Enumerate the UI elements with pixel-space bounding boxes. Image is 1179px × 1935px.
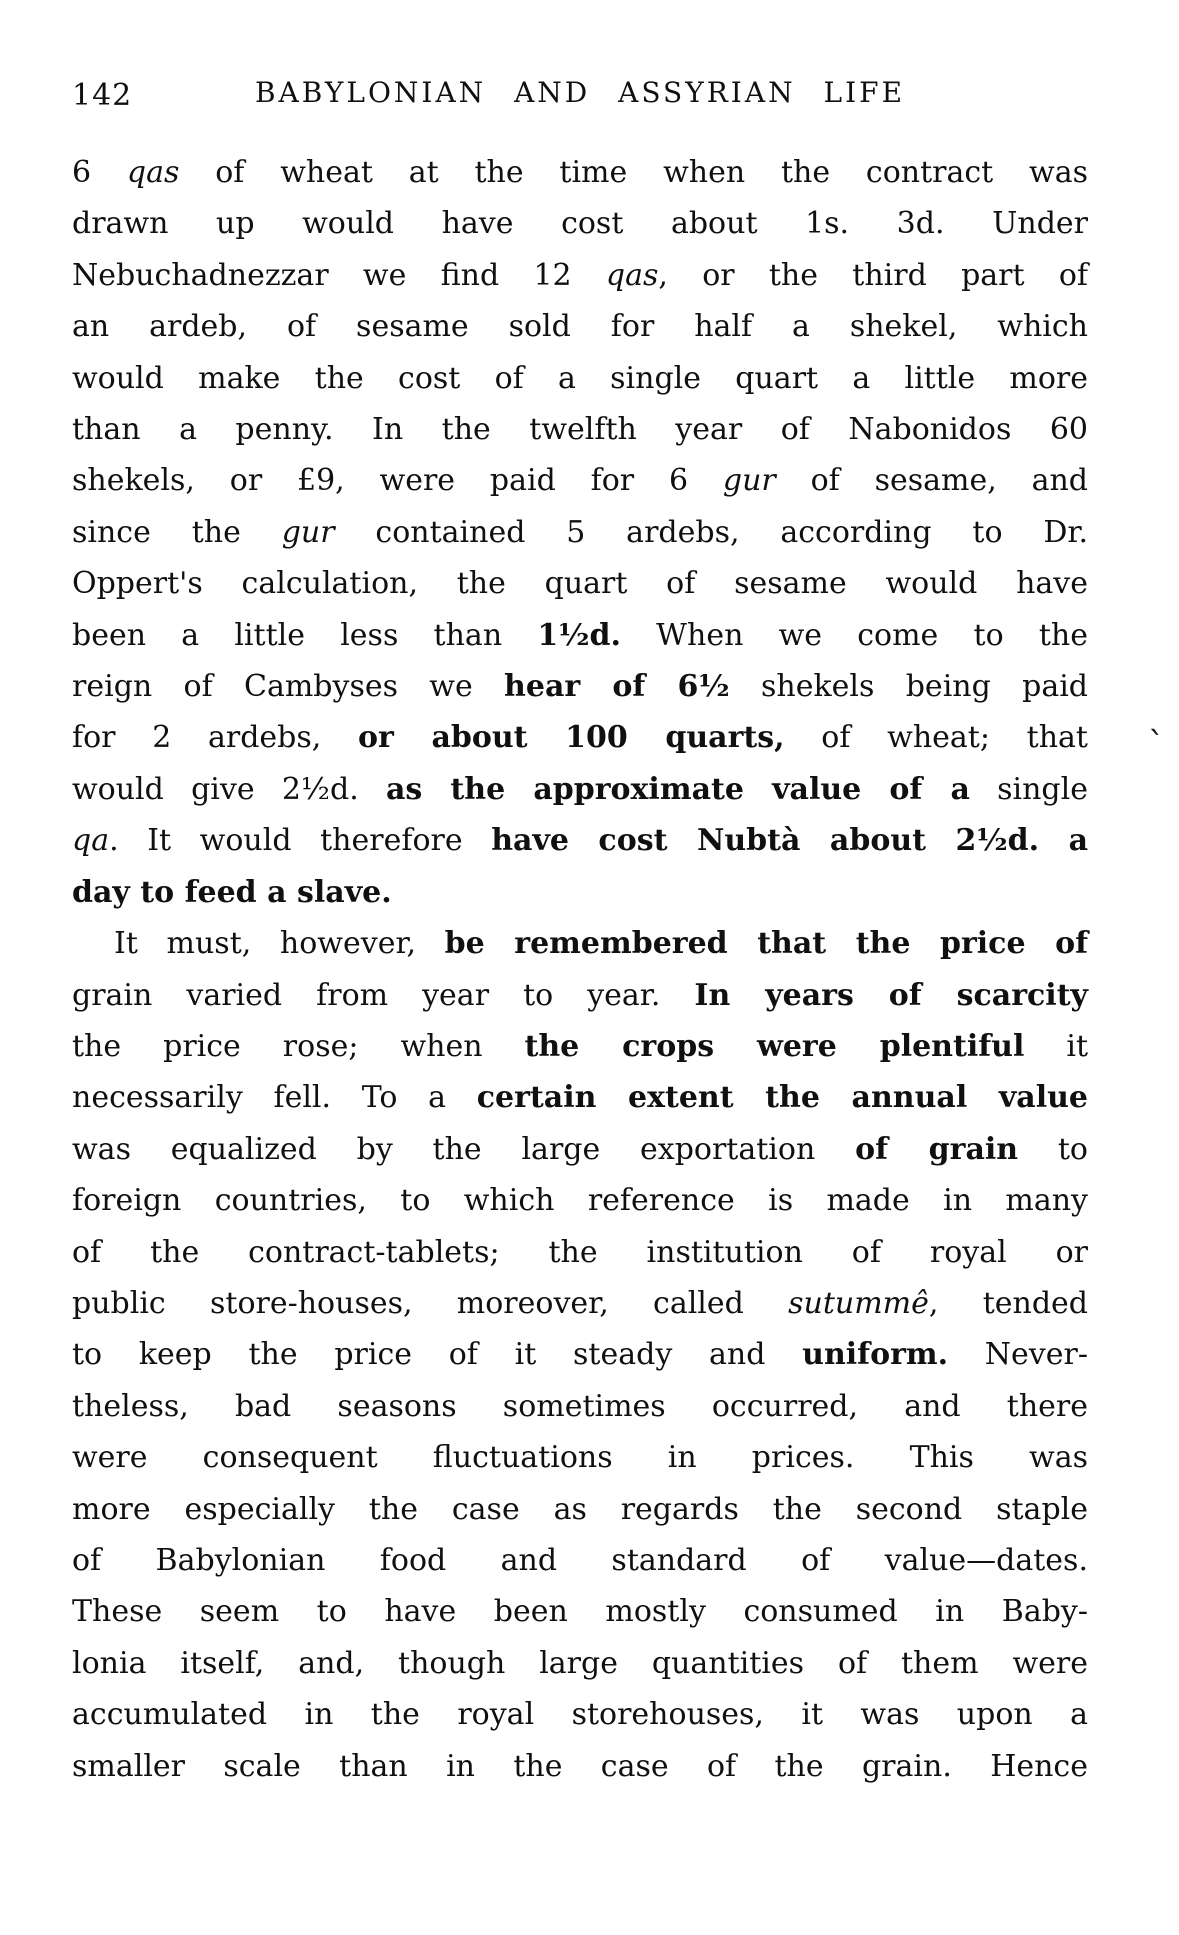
text-line xyxy=(72,1278,1088,1329)
text-segment: 6 xyxy=(72,155,127,190)
page-header xyxy=(72,76,1088,112)
text-segment: be remembered that the price of xyxy=(444,926,1088,962)
text-segment: uniform. xyxy=(802,1337,949,1373)
text-segment: In years of scarcity xyxy=(694,977,1088,1013)
text-segment: to xyxy=(1018,1131,1088,1167)
text-segment: , tended xyxy=(928,1285,1088,1321)
text-line xyxy=(72,198,1088,249)
text-segment: These seem to have been mostly consumed in Baby- xyxy=(72,1594,1088,1630)
text-segment: day to feed a slave. xyxy=(72,874,392,910)
text-line xyxy=(72,1175,1088,1226)
text-segment: were consequent fluctuations in prices. This was xyxy=(72,1440,1088,1476)
text-segment: to keep the price of it steady and xyxy=(72,1337,803,1373)
text-line xyxy=(72,507,1088,558)
text-block xyxy=(72,147,1088,1792)
text-segment: have cost Nubtà about 2½d. a xyxy=(491,823,1089,859)
text-segment: would give 2½d. xyxy=(72,771,386,807)
text-line xyxy=(72,353,1088,404)
text-segment: shekels, or £9, were paid for 6 xyxy=(72,463,723,499)
text-segment: qas xyxy=(126,155,180,190)
text-segment: theless, bad seasons sometimes occurred, and there xyxy=(72,1388,1088,1424)
text-segment: been a little less than xyxy=(72,617,538,653)
text-line xyxy=(72,1072,1088,1123)
text-line xyxy=(72,1227,1088,1278)
text-segment: public store-houses, moreover, called xyxy=(72,1285,789,1321)
text-segment: would make the cost of a single quart a little more xyxy=(72,360,1088,396)
text-line xyxy=(72,1535,1088,1586)
text-segment: or about 100 quarts, xyxy=(358,720,785,756)
text-segment: of wheat; that xyxy=(784,720,1088,756)
text-line xyxy=(72,147,1088,198)
text-segment: it xyxy=(1024,1028,1088,1064)
text-line xyxy=(72,250,1088,301)
text-segment: necessarily fell. To a xyxy=(72,1080,477,1116)
text-segment: more especially the case as regards the second staple xyxy=(72,1491,1088,1527)
text-segment: shekels being paid xyxy=(729,669,1089,705)
text-segment: of sesame, and xyxy=(775,463,1088,499)
text-line xyxy=(72,918,1088,969)
page-number: 142 xyxy=(72,78,133,113)
text-segment: of the contract-tablets; the institution of royal or xyxy=(72,1234,1088,1270)
text-line xyxy=(72,970,1088,1021)
text-segment: Oppert's calculation, the quart of sesame would have xyxy=(72,566,1088,602)
text-line xyxy=(72,1586,1088,1637)
text-segment: When we come to the xyxy=(620,617,1088,653)
text-line xyxy=(72,815,1088,866)
text-line xyxy=(72,1689,1088,1740)
text-line xyxy=(72,1741,1088,1792)
text-segment: . It would therefore xyxy=(109,823,492,859)
text-line xyxy=(72,1484,1088,1535)
text-segment: 1½d. xyxy=(537,617,621,653)
text-segment: It must, however, xyxy=(114,926,445,962)
text-segment: certain extent the annual value xyxy=(476,1080,1088,1116)
text-segment: grain varied from year to year. xyxy=(72,977,695,1013)
text-line xyxy=(72,301,1088,352)
text-segment: gur xyxy=(281,514,335,550)
text-line xyxy=(72,661,1088,712)
text-segment: foreign countries, to which reference is made in many xyxy=(72,1183,1088,1219)
text-line xyxy=(72,1638,1088,1689)
text-line xyxy=(72,764,1088,815)
text-line xyxy=(72,712,1088,763)
text-segment: smaller scale than in the case of the grain. Hence xyxy=(72,1748,1088,1784)
text-segment: , or the third part of xyxy=(658,257,1088,293)
text-line xyxy=(72,558,1088,609)
text-segment: hear of 6½ xyxy=(504,669,730,705)
text-segment: lonia itself, and, though large quantities of them were xyxy=(72,1645,1088,1681)
text-segment: the crops were plentiful xyxy=(524,1028,1025,1064)
text-segment: Nebuchadnezzar we find 12 xyxy=(72,257,606,293)
text-line xyxy=(72,1381,1088,1432)
text-segment: accumulated in the royal storehouses, it was upon a xyxy=(72,1697,1088,1733)
text-segment: drawn up would have cost about 1s. 3d. Under xyxy=(72,206,1088,242)
text-segment: of Babylonian food and standard of value—dates. xyxy=(72,1542,1088,1578)
text-segment: was equalized by the large exportation xyxy=(72,1131,856,1167)
text-segment: reign of Cambyses we xyxy=(72,669,505,705)
text-segment: single xyxy=(969,771,1088,807)
text-line xyxy=(72,1329,1088,1380)
text-line xyxy=(72,1432,1088,1483)
text-segment: as the approximate value of a xyxy=(385,771,970,807)
text-segment: since the xyxy=(72,514,282,550)
text-line xyxy=(72,1124,1088,1175)
text-segment: than a penny. In the twelfth year of Nabonidos 60 xyxy=(72,412,1088,448)
text-segment: of wheat at the time when the contract was xyxy=(179,155,1088,190)
text-line xyxy=(72,610,1088,661)
text-segment: for 2 ardebs, xyxy=(72,720,359,756)
text-segment: qa xyxy=(72,823,110,859)
text-segment: gur xyxy=(722,463,776,499)
text-line xyxy=(72,404,1088,455)
text-segment: an ardeb, of sesame sold for half a shekel, which xyxy=(72,309,1088,345)
text-line xyxy=(72,455,1088,506)
scan-artifact-mark: ` xyxy=(1148,725,1165,765)
text-segment: contained 5 ardebs, according to Dr. xyxy=(334,514,1088,550)
running-head: BABYLONIAN AND ASSYRIAN LIFE xyxy=(254,76,906,109)
text-line xyxy=(72,1021,1088,1072)
text-segment: Never- xyxy=(948,1337,1088,1373)
text-segment: of grain xyxy=(855,1131,1019,1167)
text-line xyxy=(72,867,1088,918)
text-segment: the price rose; when xyxy=(72,1028,525,1064)
text-segment: qas xyxy=(605,257,659,293)
text-segment: sutummê xyxy=(788,1285,929,1321)
